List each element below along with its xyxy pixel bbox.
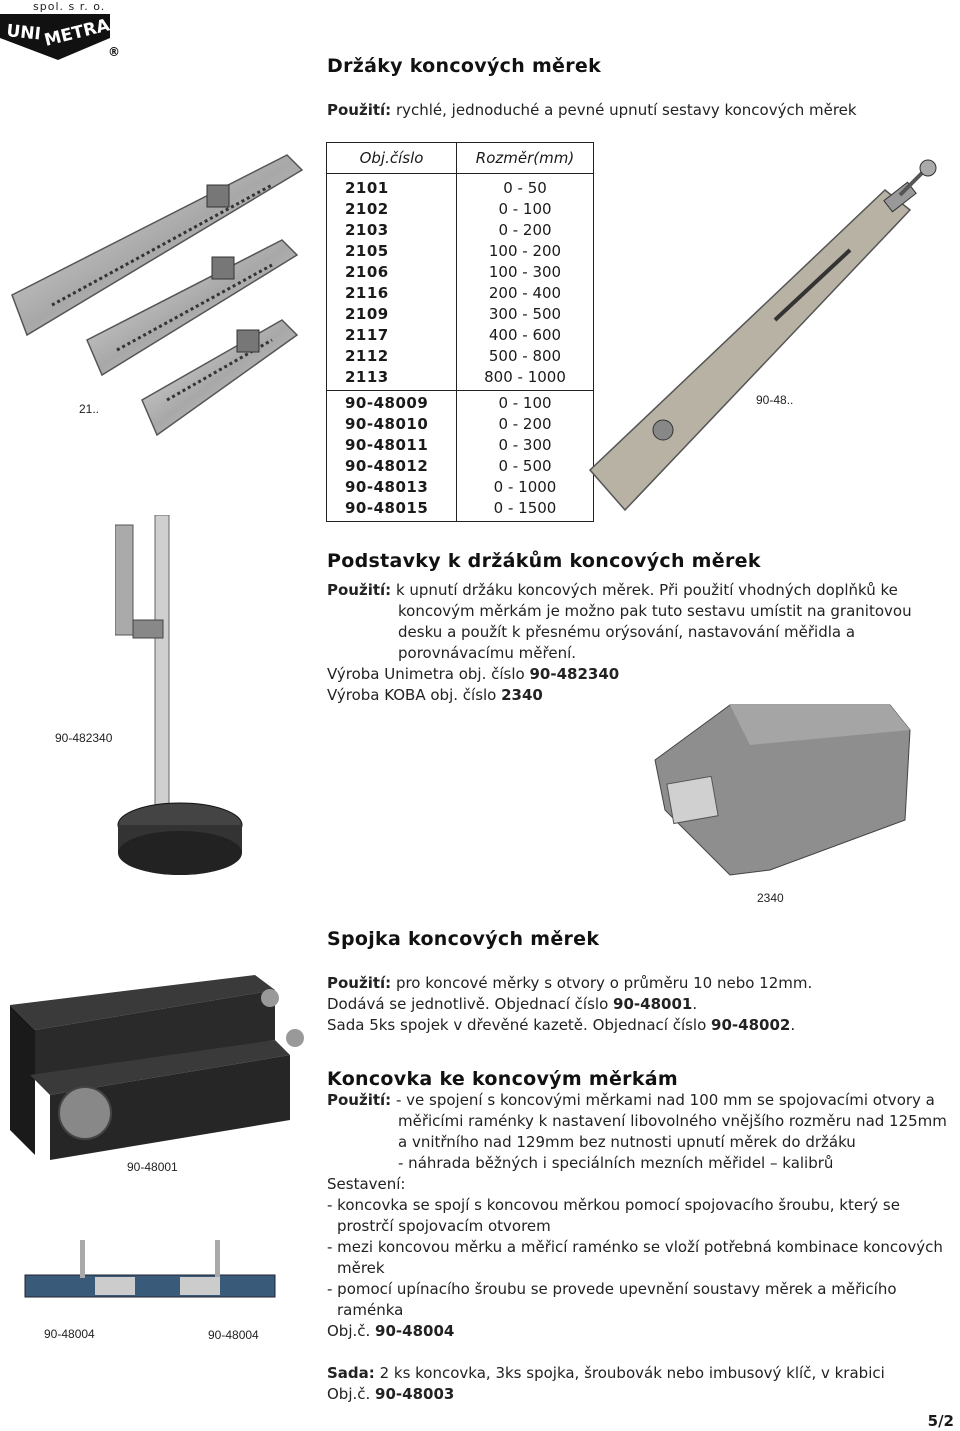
order-code-coupling-set: 90-48002 xyxy=(711,1016,791,1034)
holders-usage xyxy=(327,100,857,121)
svg-text:METRA: METRA xyxy=(42,15,112,51)
group2-sizes: 0 - 100 0 - 200 0 - 300 0 - 500 0 - 1000 0 - 1500 xyxy=(457,391,594,522)
stand-2340-label: 2340 xyxy=(757,891,784,905)
usage-label: Použití: xyxy=(327,101,392,119)
unimetra-logo xyxy=(0,8,130,62)
stand-2340-image xyxy=(640,700,915,890)
set-info: Sada: 2 ks koncovka, 3ks spojka, šroubovák nebo imbusový klíč, v krabici Obj.č. 90-48003 xyxy=(327,1364,885,1403)
assembly-label: Sestavení: xyxy=(327,1175,406,1193)
section-title-end-piece: Koncovka ke koncovým měrkám xyxy=(327,1068,678,1090)
stands-usage: Použití: k upnutí držáku koncových měrek. Při použití vhodných doplňků ke koncovým měrkám je možno pak tuto sestavu umístit na granitovou desku a použít k přesnému orýsování, nastavování měřidla a porovnávacímu měření. Výroba Unimetra obj. číslo 90-482340 Výroba KOBA obj. číslo 2340 xyxy=(327,581,912,704)
holders-image-label: 21.. xyxy=(79,402,100,416)
section-title-holders: Držáky koncových měrek xyxy=(327,55,602,77)
end-piece-image xyxy=(5,1235,295,1315)
end-piece-label-left: 90-48004 xyxy=(44,1327,95,1341)
page-number: 5/2 xyxy=(927,1412,954,1430)
end-piece-info: Použití: - ve spojení s koncovými měrkami nad 100 mm se spojovacími otvory a měřicími raménky k nastavení libovolného vnějšího rozměru nad 125mm a vnitřního nad 129mm bez nutnosti upnutí měrek do držáku - náhrada běžných i speciálních mezních měřidel – kalibrů Sestavení: - koncovka se spojí s koncovou měrkou pomocí spojovacího šroubu, který se prostrčí spojovacím otvorem - mezi koncovou měrku a měřicí raménko se vloží potřebná kombinace koncových měrek - pomocí upínacího šroubu se provede upevnění soustavy měrek a měřicího raménka Obj.č. 90-48004 xyxy=(327,1090,952,1342)
usage-label: Použití: xyxy=(327,1091,392,1109)
group1-codes: 2101 2102 2103 2105 2106 2116 2109 2117 2112 2113 xyxy=(327,174,457,391)
order-code-end-piece: 90-48004 xyxy=(375,1322,455,1340)
end-piece-label-right: 90-48004 xyxy=(208,1328,259,1342)
header-order-number: Obj.číslo xyxy=(327,143,457,174)
svg-text:®: ® xyxy=(108,45,120,59)
svg-text:UNI: UNI xyxy=(5,21,42,45)
usage-label: Použití: xyxy=(327,581,392,599)
order-code-koba: 2340 xyxy=(501,686,543,704)
section-title-coupling: Spojka koncových měrek xyxy=(327,928,600,950)
set-label: Sada: xyxy=(327,1364,375,1382)
order-code-set: 90-48003 xyxy=(375,1385,455,1403)
header-size: Rozměr(mm) xyxy=(457,143,594,174)
holder-90-48-image xyxy=(585,150,945,515)
usage-label: Použití: xyxy=(327,974,392,992)
holder-90-48-label: 90-48.. xyxy=(756,393,794,407)
group2-codes: 90-48009 90-48010 90-48011 90-48012 90-48013 90-48015 xyxy=(327,391,457,522)
order-code-coupling: 90-48001 xyxy=(613,995,693,1013)
company-suffix: spol. s r. o. xyxy=(33,0,106,13)
group1-sizes: 0 - 50 0 - 100 0 - 200 100 - 200 100 - 300 200 - 400 300 - 500 400 - 600 500 - 800 800 - 1000 xyxy=(457,174,594,391)
coupling-info: Použití: pro koncové měrky s otvory o průměru 10 nebo 12mm. Dodává se jednotlivě. Objednací číslo 90-48001. Sada 5ks spojek v dřevěné kazetě. Objednací číslo 90-48002. xyxy=(327,974,813,1034)
stand-90-482340-image xyxy=(115,515,245,880)
holders-code-table xyxy=(326,142,594,522)
coupling-image xyxy=(5,960,315,1160)
order-code-unimetra: 90-482340 xyxy=(529,665,620,683)
section-title-stands: Podstavky k držákům koncových měrek xyxy=(327,550,761,572)
usage-text: rychlé, jednoduché a pevné upnutí sestavy koncových měrek xyxy=(395,101,857,119)
coupling-image-label: 90-48001 xyxy=(127,1160,178,1174)
stand-90-482340-label: 90-482340 xyxy=(55,731,113,745)
gauge-holders-image xyxy=(2,145,312,445)
